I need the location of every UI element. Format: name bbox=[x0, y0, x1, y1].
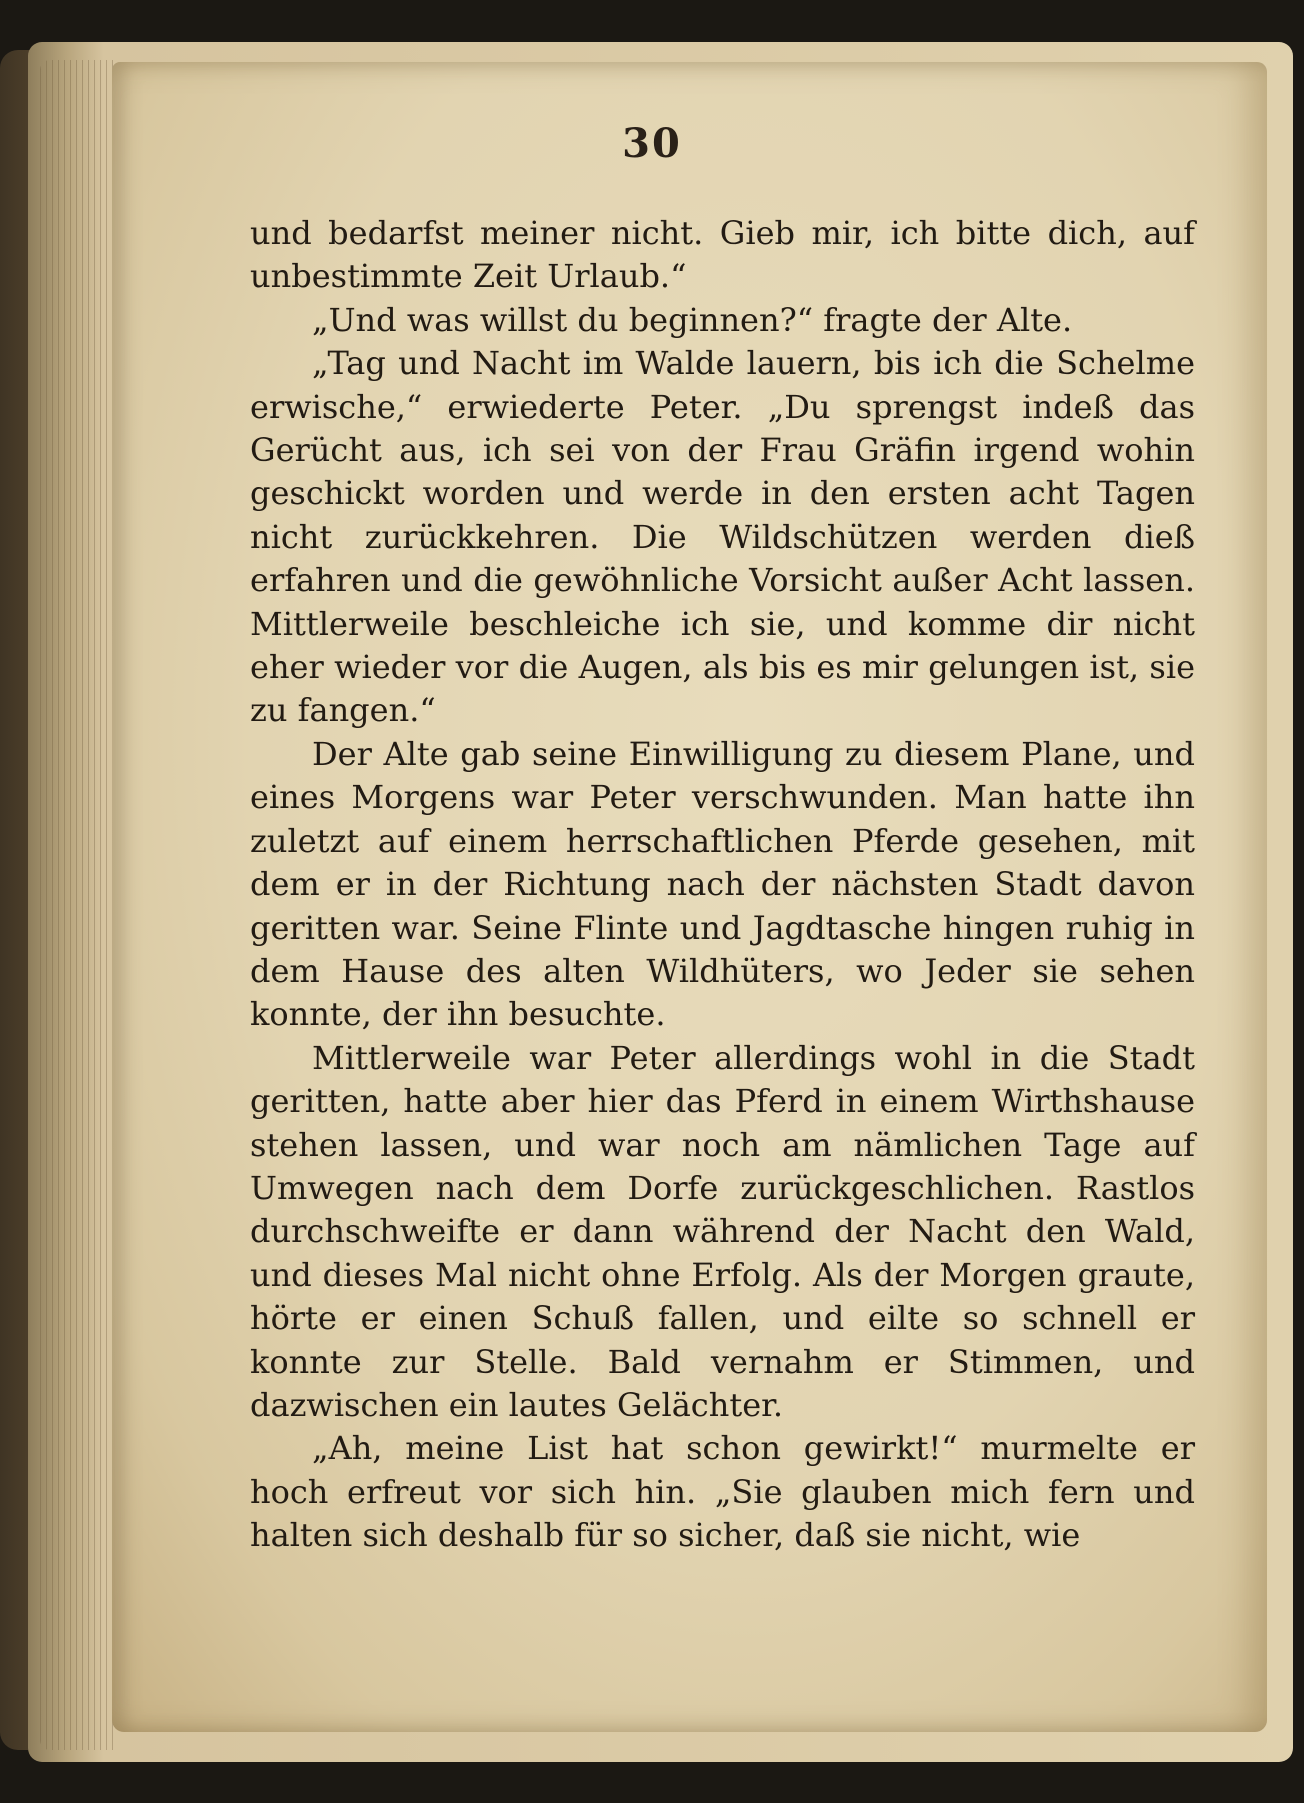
body-text bbox=[250, 212, 1195, 1558]
paragraph: Der Alte gab seine Einwilligung zu diesem Plane, und eines Morgens war Peter verschwunden. Man hatte ihn zuletzt auf einem herrschaftlichen Pferde gesehen, mit dem er in der Richtung nach der nächsten Stadt davon geritten war. Seine Flinte und Jagdtasche hingen ruhig in dem Hause des alten Wildhüters, wo Jeder sie sehen konnte, der ihn besuchte. bbox=[250, 734, 1195, 1034]
paragraph: „Und was willst du beginnen?“ fragte der Alte. bbox=[312, 300, 1073, 339]
paragraph: Mittlerweile war Peter allerdings wohl in die Stadt geritten, hatte aber hier das Pferd in einem Wirthshause stehen lassen, und war noch am nämlichen Tage auf Umwegen nach dem Dorfe zurückgeschlichen. Rastlos durchschweifte er dann während der Nacht den Wald, und dieses Mal nicht ohne Erfolg. Als der Morgen graute, hörte er einen Schuß fallen, und eilte so schnell er konnte zur Stelle. Bald vernahm er Stimmen, und dazwischen ein lautes Gelächter. bbox=[250, 1038, 1195, 1424]
page-edges bbox=[40, 60, 118, 1750]
paragraph: „Ah, meine List hat schon gewirkt!“ murmelte er hoch erfreut vor sich hin. „Sie glauben mich fern und halten sich deshalb für so sicher, daß sie nicht, wie bbox=[250, 1429, 1195, 1555]
page-number: 30 bbox=[622, 120, 682, 167]
paragraph: „Tag und Nacht im Walde lauern, bis ich die Schelme erwische,“ erwiederte Peter. „Du sprengst indeß das Gerücht aus, ich sei von der Frau Gräfin irgend wohin geschickt worden und werde in den ersten acht Tagen nicht zurückkehren. Die Wildschützen werden dieß erfahren und die gewöhnliche Vorsicht außer Acht lassen. Mittlerweile beschleiche ich sie, und komme dir nicht eher wieder vor die Augen, als bis es mir gelungen ist, sie zu fangen.“ bbox=[250, 344, 1195, 730]
paragraph: und bedarfst meiner nicht. Gieb mir, ich bitte dich, auf unbestimmte Zeit Urlaub.“ bbox=[250, 214, 1195, 296]
